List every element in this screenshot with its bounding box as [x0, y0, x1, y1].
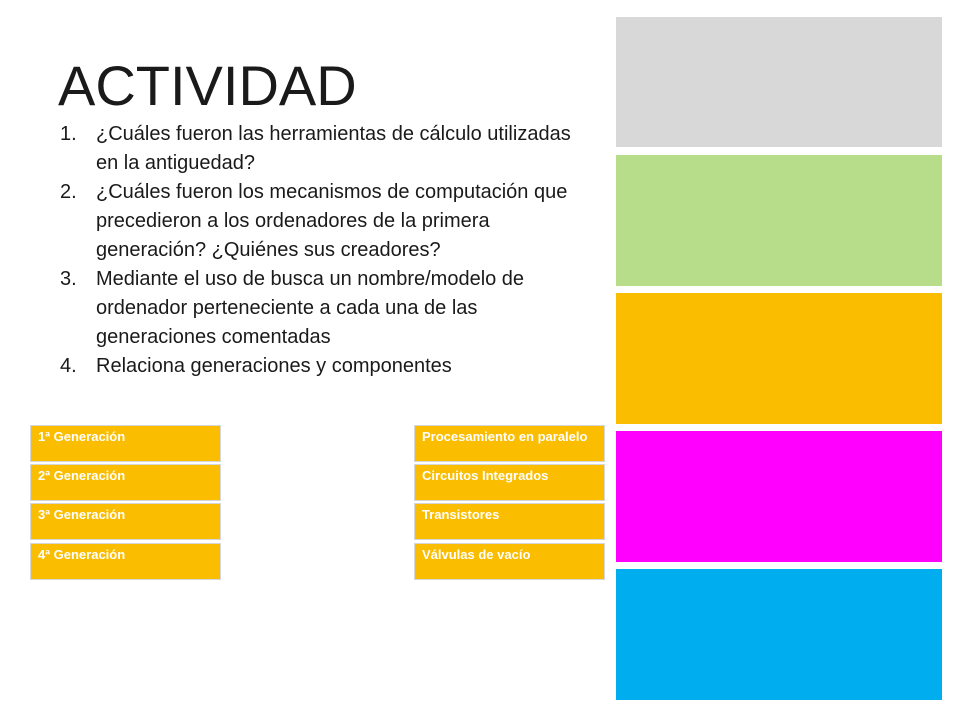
color-tile-green [616, 155, 942, 286]
component-box-3[interactable]: Transistores [414, 503, 605, 540]
question-number: 1. [60, 123, 77, 145]
question-item [56, 178, 596, 265]
generation-box-2[interactable]: 2ª Generación [30, 464, 221, 501]
question-list [56, 120, 596, 381]
generation-box-3[interactable]: 3ª Generación [30, 503, 221, 540]
question-item [56, 120, 596, 178]
question-text: ¿Cuáles fueron las herramientas de cálculo utilizadas en la antiguedad? [96, 123, 571, 174]
color-tile-blue [616, 569, 942, 700]
component-box-1[interactable]: Procesamiento en paralelo [414, 425, 605, 462]
slide-title: ACTIVIDAD [58, 54, 357, 117]
question-text: ¿Cuáles fueron los mecanismos de computación que precedieron a los ordenadores de la primera generación? ¿Quiénes sus creadores? [96, 181, 568, 261]
component-box-2[interactable]: Circuitos Integrados [414, 464, 605, 501]
question-number: 4. [60, 355, 77, 377]
question-number: 3. [60, 268, 77, 290]
generation-box-1[interactable]: 1ª Generación [30, 425, 221, 462]
color-tile-orange [616, 293, 942, 424]
question-item [56, 352, 596, 381]
question-item [56, 265, 596, 352]
question-number: 2. [60, 181, 77, 203]
color-tile-magenta [616, 431, 942, 562]
color-tile-gray [616, 17, 942, 147]
component-box-4[interactable]: Válvulas de vacío [414, 543, 605, 580]
question-text: Mediante el uso de busca un nombre/modelo de ordenador perteneciente a cada una de las generaciones comentadas [96, 268, 525, 348]
generation-box-4[interactable]: 4ª Generación [30, 543, 221, 580]
question-text: Relaciona generaciones y componentes [96, 355, 452, 377]
